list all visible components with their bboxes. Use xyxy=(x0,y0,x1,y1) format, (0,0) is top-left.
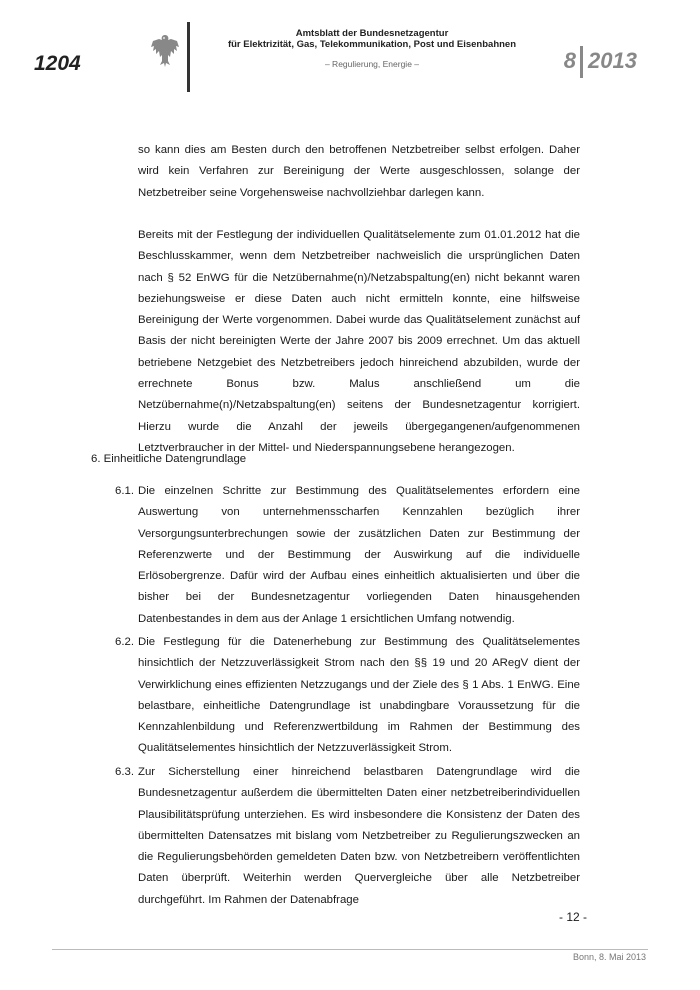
federal-eagle-icon xyxy=(150,31,180,69)
section-6-3-text: Zur Sicherstellung einer hinreichend belastbaren Datengrundlage wird die Bundesnetzagentur außerdem die übermittelten Daten einer netzbetreiberindividuellen Plausibilitätsprüfung unterziehen. Es wird insbesondere die Konsistenz der Daten des übermittelten Datensatzes mit bislang vom Netzbetreiber zu Regulierungszwecken an die Regulierungsbehörden gemeldeten Daten bzw. von Netzbetreibern veröffentlichten Daten überprüft. Weiterhin werden Quervergleiche über alle Netzbetreiber durchgeführt. Im Rahmen der Datenabfrage xyxy=(138,766,580,906)
page-marker: - 12 - xyxy=(559,910,588,924)
section-6-heading: 6. Einheitliche Datengrundlage xyxy=(91,453,247,465)
section-6-3-number: 6.3. xyxy=(115,766,134,778)
paragraph-continuation: so kann dies am Besten durch den betroffenen Netzbetreiber selbst erfolgen. Daher wird kein Verfahren zur Bereinigung der Werte ausgeschlossen, solange der Netzbetreiber seine Vorgehensweise nachvollziehbar darlegen kann. xyxy=(138,144,580,199)
issue-year: 2013 xyxy=(588,48,637,73)
section-6-1-number: 6.1. xyxy=(115,485,134,497)
issue-divider xyxy=(580,46,583,78)
gazette-title: Amtsblatt der Bundesnetzagentur für Elektrizität, Gas, Telekommunikation, Post und Eisenbahnen xyxy=(227,28,517,50)
section-6-2-text: Die Festlegung für die Datenerhebung zur Bestimmung des Qualitätselementes hinsichtlich der Netzzuverlässigkeit Strom nach den §§ 19 und 20 ARegV dient der Verwirklichung eines effizienten Netzzugangs und der Ziele des § 1 Abs. 1 EnWG. Eine belastbare, einheitliche Datengrundlage ist unabdingbare Voraussetzung für die Kennzahlenbildung und Referenzwertbildung im Rahmen der Bestimmung des Qualitätselementes hinsichtlich der Netzzuverlässigkeit Strom. xyxy=(138,636,580,755)
page-number: 1204 xyxy=(34,52,81,75)
issue-number: 8 xyxy=(563,48,576,73)
section-6-1-text: Die einzelnen Schritte zur Bestimmung des Qualitätselementes erfordern eine Auswertung von unternehmensscharfen Kennzahlen bezüglich ihrer Versorgungsunterbrechungen sowie der zusätzlichen Daten zur Bestimmung der Referenzwerte und der Bestimmung der Auswirkung auf die individuelle Erlösobergrenze. Dafür wird der Aufbau eines einheitlich aktualisierten und über die bisher bei der Bundesnetzagentur vorliegenden Daten hinausgehenden Datenbestandes in dem aus der Anlage 1 ersichtlichen Umfang notwendig. xyxy=(138,485,580,625)
gazette-subtitle: – Regulierung, Energie – xyxy=(324,59,420,69)
header-divider xyxy=(187,22,190,92)
section-6-2-number: 6.2. xyxy=(115,636,134,648)
footer-divider xyxy=(52,949,648,950)
paragraph-bereits: Bereits mit der Festlegung der individuellen Qualitätselemente zum 01.01.2012 hat die Beschlusskammer, wenn dem Netzbetreiber nachweislich die ursprünglichen Daten nach § 52 EnWG für die Netzübernahme(n)/Netzabspaltung(en) nicht bekannt waren beziehungsweise er diese Daten auch nicht ermitteln konnte, eine hilfsweise Bereinigung der Werte vorgenommen. Dabei wurde das Qualitätselement zunächst auf Basis der nicht bereinigten Werte der Jahre 2007 bis 2009 errechnet. Um das aktuell betriebene Netzgebiet des Netzbetreibers jedoch hinreichend abzubilden, wurde der errechnete Bonus bzw. Malus anschließend um die Netzübernahme(n)/Netzabspaltung(en) seitens der Bundesnetzagentur korrigiert. Hierzu wurde die Anzahl der jeweils übergegangenen/aufgenommenen Letztverbraucher in der Mittel- und Niederspannungsebene herangezogen. xyxy=(138,229,580,454)
footer-date: Bonn, 8. Mai 2013 xyxy=(572,952,646,962)
